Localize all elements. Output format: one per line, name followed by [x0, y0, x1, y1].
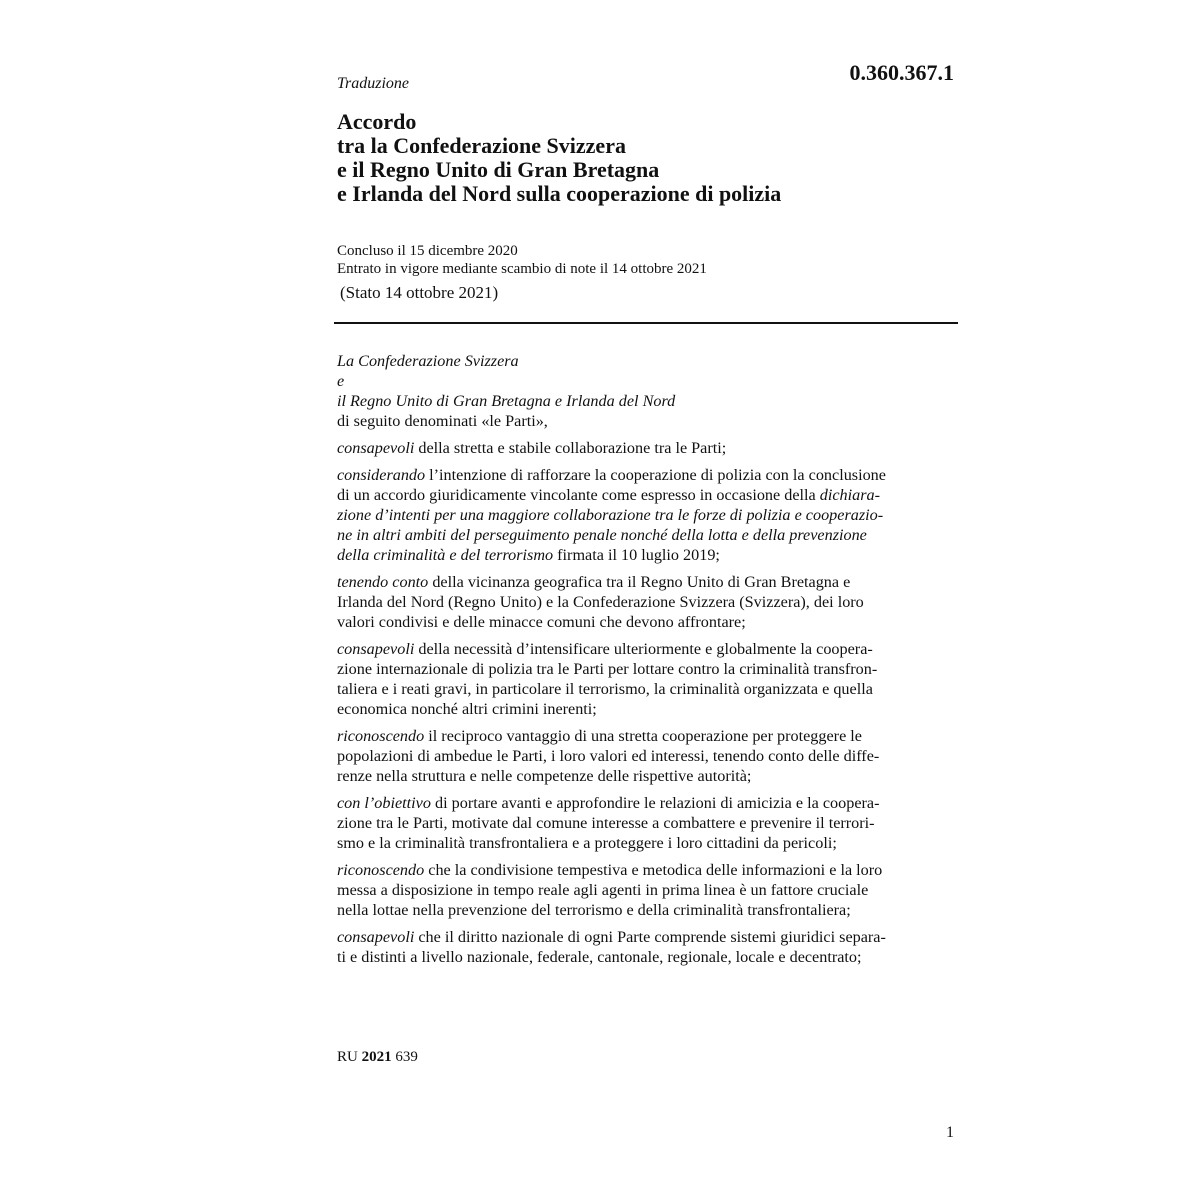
recital-text: di portare avanti e approfondire le relazioni di amicizia e la coopera-	[430, 794, 880, 812]
recital-line	[337, 726, 954, 746]
recital-paragraph	[337, 726, 954, 786]
recital-text: zione tra le Parti, motivate dal comune interesse a combattere e prevenire il terrori-	[337, 814, 875, 832]
recital-paragraph	[337, 639, 954, 719]
recital-line	[337, 679, 954, 699]
recital-line	[337, 592, 954, 612]
sr-number: 0.360.367.1	[849, 60, 954, 85]
title-line: e il Regno Unito di Gran Bretagna	[337, 157, 660, 182]
recital-keyword: zione d’intenti per una maggiore collaborazione tra le forze di polizia e cooperazio-	[337, 506, 884, 524]
title-line: Accordo	[337, 109, 417, 134]
recital-text: popolazioni di ambedue le Parti, i loro valori ed interessi, tenendo conto delle diffe-	[337, 747, 880, 765]
recital-text: firmata il 10 luglio 2019;	[553, 546, 720, 564]
translation-label: Traduzione	[337, 75, 410, 92]
page-number: 1	[946, 1124, 954, 1141]
recital-line	[337, 860, 954, 880]
recital-paragraph	[337, 465, 954, 565]
recital-text: taliera e i reati gravi, in particolare il terrorismo, la criminalità organizzata e quella	[337, 680, 873, 698]
recitals	[337, 438, 954, 967]
recital-line	[337, 793, 954, 813]
recital-text: l’intenzione di rafforzare la cooperazione di polizia con la conclusione	[425, 466, 886, 484]
official-compilation-reference	[337, 1048, 418, 1066]
document-dates	[337, 242, 957, 278]
recital-paragraph	[337, 572, 954, 632]
recital-line	[337, 900, 954, 920]
recital-text: della stretta e stabile collaborazione tra le Parti;	[414, 439, 727, 457]
recital-text: messa a disposizione in tempo reale agli agenti in prima linea è un fattore cruciale	[337, 881, 869, 899]
ru-prefix: RU	[337, 1049, 358, 1065]
recital-keyword: consapevoli	[337, 439, 415, 457]
parties-designation: di seguito denominati «le Parti»,	[337, 412, 548, 430]
recital-text: nella lottae nella prevenzione del terrorismo e della criminalità transfrontaliera;	[337, 901, 851, 919]
recital-line	[337, 572, 954, 592]
recital-line	[337, 699, 954, 719]
recital-keyword: riconoscendo	[337, 861, 425, 879]
recital-line	[337, 485, 954, 505]
recital-keyword: consapevoli	[337, 640, 415, 658]
entry-into-force-date: Entrato in vigore mediante scambio di note il 14 ottobre 2021	[337, 261, 707, 277]
recital-line	[337, 766, 954, 786]
recital-text: smo e la criminalità transfrontaliera e a proteggere i loro cittadini da pericoli;	[337, 834, 837, 852]
title-line: tra la Confederazione Svizzera	[337, 133, 626, 158]
ru-page: 639	[395, 1049, 418, 1065]
recital-text: economica nonché altri crimini inerenti;	[337, 700, 597, 718]
recital-line	[337, 612, 954, 632]
recital-line	[337, 927, 954, 947]
recital-line	[337, 813, 954, 833]
recital-text: della vicinanza geografica tra il Regno Unito di Gran Bretagna e	[428, 573, 851, 591]
recital-line	[337, 505, 954, 525]
recital-text: che la condivisione tempestiva e metodica delle informazioni e la loro	[424, 861, 883, 879]
recital-line	[337, 746, 954, 766]
recital-keyword: dichiara-	[819, 486, 880, 504]
recital-paragraph	[337, 860, 954, 920]
recital-paragraph	[337, 438, 954, 458]
document-title	[337, 110, 957, 206]
title-line: e Irlanda del Nord sulla cooperazione di polizia	[337, 181, 782, 206]
recital-line	[337, 833, 954, 853]
recital-text: valori condivisi e delle minacce comuni che devono affrontare;	[337, 613, 746, 631]
recital-keyword: considerando	[337, 466, 426, 484]
ru-year: 2021	[361, 1049, 392, 1065]
concluded-date: Concluso il 15 dicembre 2020	[337, 243, 518, 259]
recital-line	[337, 639, 954, 659]
recital-keyword: della criminalità e del terrorismo	[337, 546, 554, 564]
recital-keyword: ne in altri ambiti del perseguimento penale nonché della lotta e della prevenzione	[337, 526, 867, 544]
recital-text: zione internazionale di polizia tra le Parti per lottare contro la criminalità transfron-	[337, 660, 878, 678]
recital-text: di un accordo giuridicamente vincolante come espresso in occasione della	[337, 486, 820, 504]
recital-keyword: con l’obiettivo	[337, 794, 431, 812]
recital-line	[337, 947, 954, 967]
preamble	[337, 351, 954, 967]
recital-line	[337, 659, 954, 679]
recital-line	[337, 880, 954, 900]
recital-text: Irlanda del Nord (Regno Unito) e la Confederazione Svizzera (Svizzera), dei loro	[337, 593, 864, 611]
recital-keyword: consapevoli	[337, 928, 415, 946]
recital-line	[337, 438, 954, 458]
recital-text: renze nella struttura e nelle competenze delle rispettive autorità;	[337, 767, 752, 785]
party-conjunction: e	[337, 372, 345, 390]
recital-text: ti e distinti a livello nazionale, federale, cantonale, regionale, locale e decentrato;	[337, 948, 862, 966]
recital-paragraph	[337, 927, 954, 967]
recital-keyword: tenendo conto	[337, 573, 429, 591]
status-date: (Stato 14 ottobre 2021)	[340, 283, 499, 302]
recital-text: che il diritto nazionale di ogni Parte comprende sistemi giuridici separa-	[414, 928, 886, 946]
recital-line	[337, 545, 954, 565]
recital-line	[337, 465, 954, 485]
recital-keyword: riconoscendo	[337, 727, 425, 745]
party-name: il Regno Unito di Gran Bretagna e Irlanda del Nord	[337, 392, 676, 410]
party-name: La Confederazione Svizzera	[337, 352, 519, 370]
recital-line	[337, 525, 954, 545]
recital-text: il reciproco vantaggio di una stretta cooperazione per proteggere le	[424, 727, 862, 745]
recital-text: della necessità d’intensificare ulteriormente e globalmente la coopera-	[414, 640, 873, 658]
header-divider	[334, 322, 958, 324]
recital-paragraph	[337, 793, 954, 853]
